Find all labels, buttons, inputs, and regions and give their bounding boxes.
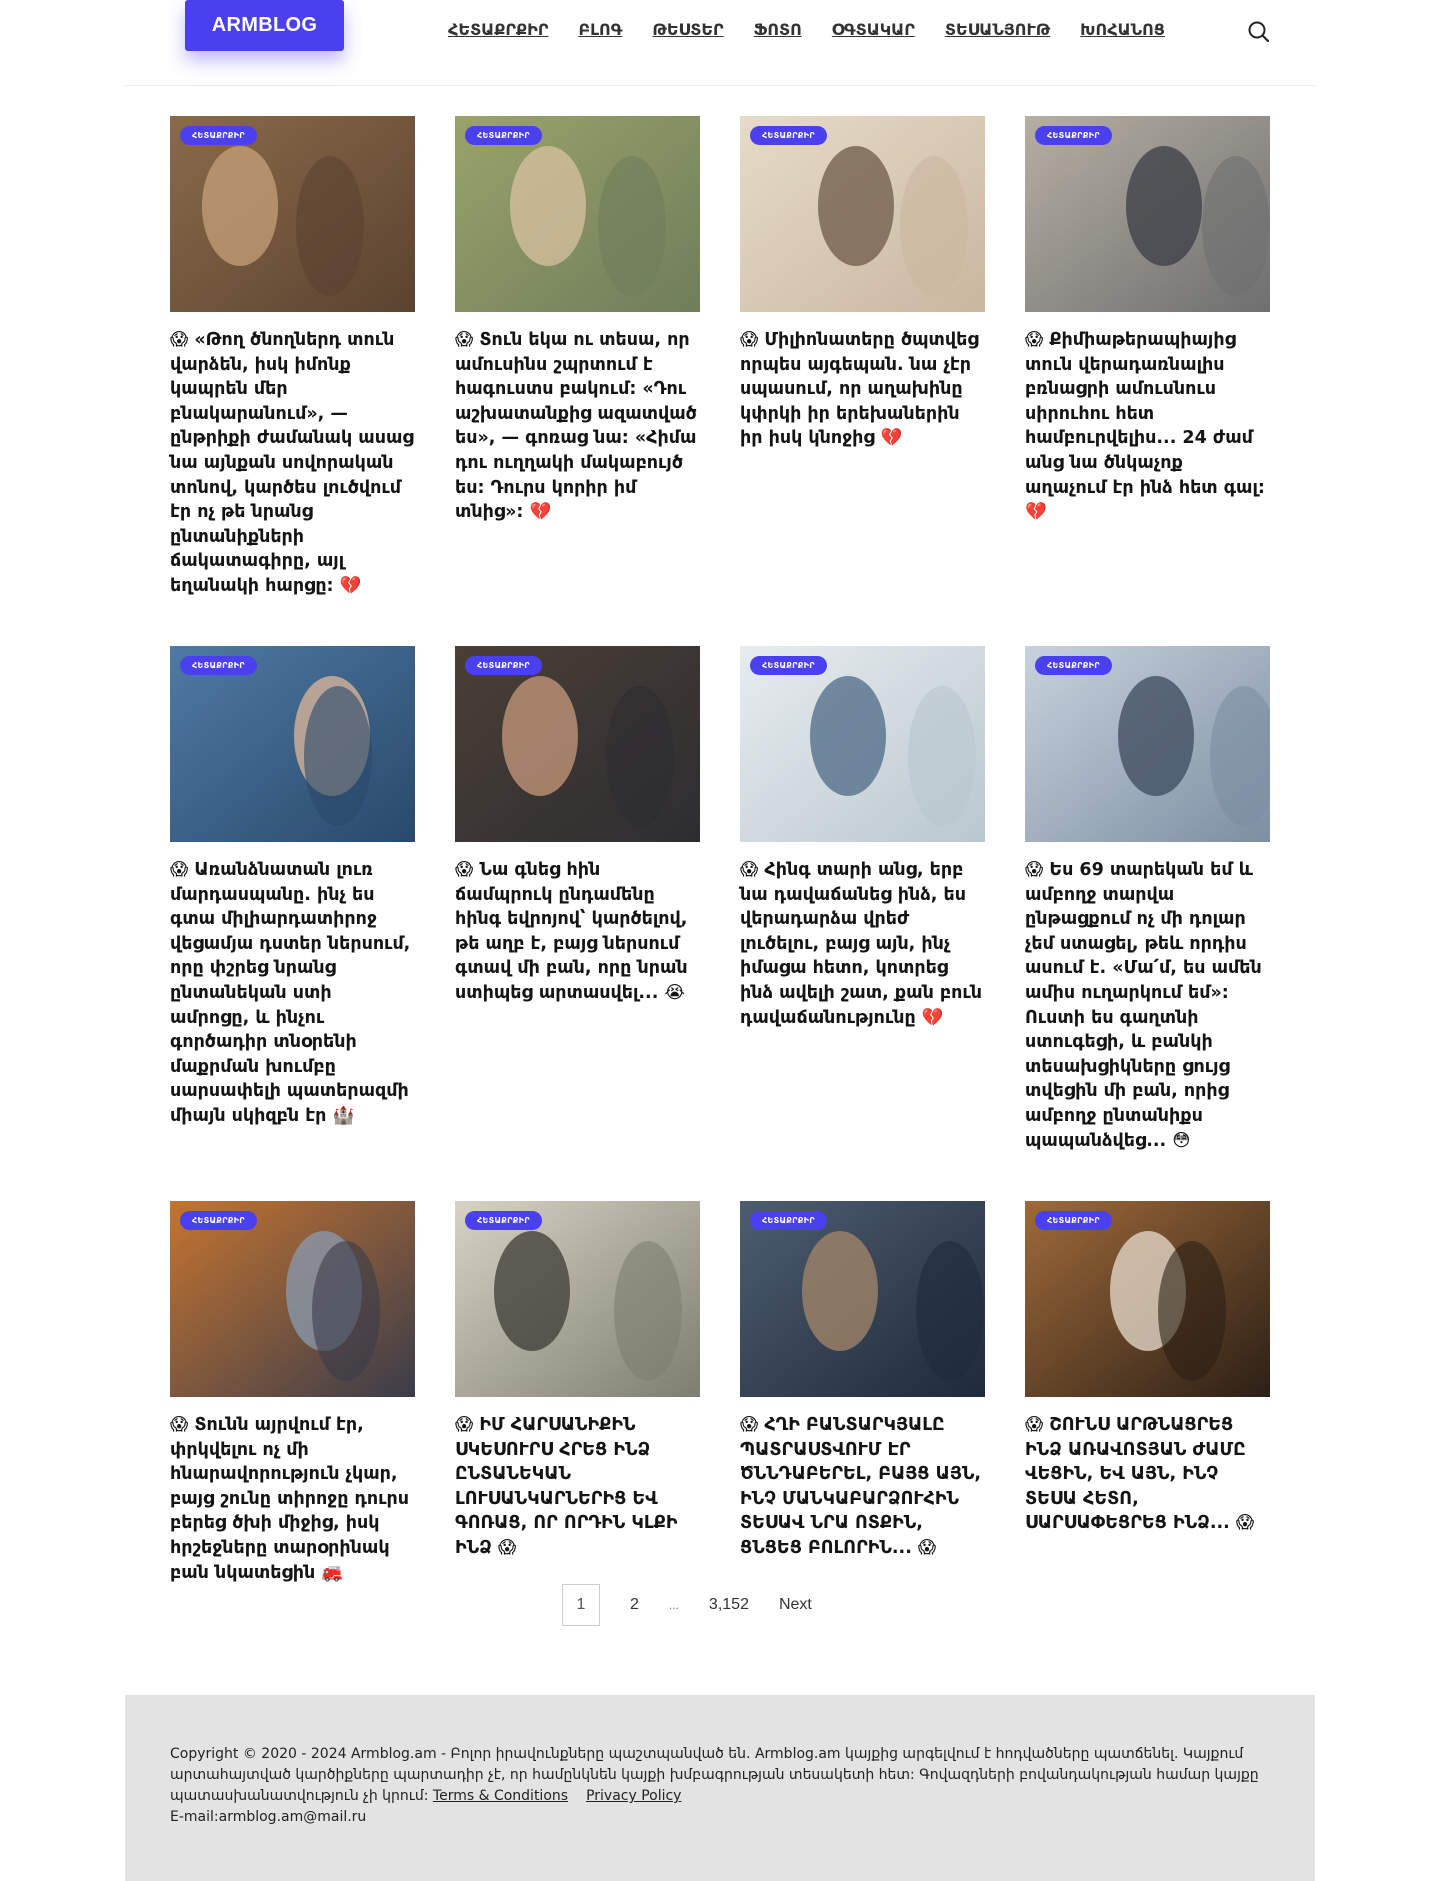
post-thumbnail[interactable] <box>740 646 985 842</box>
post-thumbnail[interactable] <box>170 116 415 312</box>
post-card[interactable] <box>1025 1201 1270 1536</box>
post-title[interactable]: 😱 ՇՈՒՆՍ ԱՐԹՆԱՑՐԵՑ ԻՆՁ ԱՌԱՎՈՏՅԱՆ ԺԱՄԸ ՎԵՑԻՆ, ԵՎ ԱՅՆ, ԻՆՉ ՏԵՍԱ ՀԵՏՈ, ՍԱՐՍԱՓԵՑՐԵՑ ԻՆՁ... 😱 <box>1025 1415 1255 1534</box>
post-thumbnail[interactable] <box>455 1201 700 1397</box>
site-footer <box>125 1695 1315 1881</box>
post-thumbnail[interactable] <box>170 646 415 842</box>
post-card[interactable] <box>1025 116 1270 525</box>
post-card[interactable] <box>455 116 700 525</box>
post-card[interactable] <box>455 1201 700 1561</box>
post-title[interactable]: 😱 Հինգ տարի անց, երբ նա դավաճանեց ինձ, ես վերադարձա վրեժ լուծելու, բայց այն, ինչ իմացա հետո, կոտրեց ինձ ավելի շատ, քան բուն դավաճանությունը 💔 <box>740 860 983 1028</box>
post-card[interactable] <box>740 1201 985 1561</box>
nav-item-kitchen[interactable]: ԽՈՀԱՆՈՑ <box>1080 20 1165 39</box>
page-link-2[interactable]: 2 <box>630 1596 639 1613</box>
page-current: 1 <box>562 1584 600 1626</box>
post-title[interactable]: 😱 Ես 69 տարեկան եմ և ամբողջ տարվա ընթացքում ոչ մի դոլար չեմ ստացել, թեև որդիս ասում է. «Մա՛մ, ես ամեն ամիս ուղարկում եմ»: Ուստի ես գաղտնի ստուգեցի, և բանկի տեսախցիկները ցույց տվեցին մի բան, որից ամբողջ ընտանիքս պապանձվեց... 😳 <box>1025 860 1262 1151</box>
post-title[interactable]: 😱 ԻՄ ՀԱՐՍԱՆԻՔԻՆ ՍԿԵՍՈՒՐՍ ՀՐԵՑ ԻՆՁ ԸՆՏԱՆԵԿԱՆ ԼՈՒՍԱՆԿԱՐՆԵՐԻՑ ԵՎ ԳՈՌԱՑ, ՈՐ ՈՐԴԻՆ ԿԼՔԻ ԻՆՁ 😱 <box>455 1415 678 1558</box>
post-title[interactable]: 😱 Միլիոնատերը ծպտվեց որպես այգեպան. նա չէր սպասում, որ աղախինը կփրկի իր երեխաներին իր իսկ կնոջից 💔 <box>740 330 979 449</box>
post-title[interactable]: 😱 Առանձնատան լուռ մարդասպանը. ինչ ես գտա միլիարդատիրոջ վեցամյա դստեր ներսում, որը փշրեց նրանց ընտանեկան ստի ամրոցը, և ինչու գործադիր տնօրենի մաքրման խումբը սարսափելի պատերազմի միայն սկիզբն էր 🏰 <box>170 860 411 1126</box>
category-badge[interactable]: ՀԵՏԱՔՐՔԻՐ <box>465 126 542 145</box>
nav-item-photo[interactable]: ՖՈՏՈ <box>753 20 802 39</box>
site-logo[interactable]: ARMBLOG <box>185 0 344 51</box>
post-title[interactable]: 😱 Տունն այրվում էր, փրկվելու ոչ մի հնարավորություն չկար, բայց շունը տիրոջը դուրս բերեց ծխի միջից, իսկ հրշեջները տարօրինակ բան նկատեցին 🚒 <box>170 1415 410 1583</box>
post-title[interactable]: 😱 ՀՂԻ ԲԱՆՏԱՐԿՅԱԼԸ ՊԱՏՐԱՍՏՎՈՒՄ ԷՐ ԾՆՆԴԱԲԵՐԵԼ, ԲԱՅՑ ԱՅՆ, ԻՆՉ ՄԱՆԿԱԲԱՐՁՈՒՀԻՆ ՏԵՍԱՎ ՆՐԱ ՈՏՔԻՆ, ՑՆՑԵՑ ԲՈԼՈՐԻՆ... 😱 <box>740 1415 982 1558</box>
post-card[interactable] <box>170 1201 415 1585</box>
post-card[interactable] <box>740 646 985 1030</box>
post-title[interactable]: 😱 Նա գնեց հին ճամպրուկ ընդամենը հինգ եվրոյով՝ կարծելով, թե աղբ է, բայց ներսում գտավ մի բան, որը նրան ստիպեց արտասվել... 😭 <box>455 860 688 1003</box>
category-badge[interactable]: ՀԵՏԱՔՐՔԻՐ <box>180 1211 257 1230</box>
category-badge[interactable]: ՀԵՏԱՔՐՔԻՐ <box>465 1211 542 1230</box>
nav-item-useful[interactable]: ՕԳՏԱԿԱՐ <box>831 20 915 39</box>
post-thumbnail[interactable] <box>455 116 700 312</box>
nav-item-blog[interactable]: ԲԼՈԳ <box>578 20 623 39</box>
category-badge[interactable]: ՀԵՏԱՔՐՔԻՐ <box>750 656 827 675</box>
category-badge[interactable]: ՀԵՏԱՔՐՔԻՐ <box>750 1211 827 1230</box>
page-link-last[interactable]: 3,152 <box>708 1596 749 1613</box>
category-badge[interactable]: ՀԵՏԱՔՐՔԻՐ <box>1035 1211 1112 1230</box>
category-badge[interactable]: ՀԵՏԱՔՐՔԻՐ <box>1035 126 1112 145</box>
post-thumbnail[interactable] <box>1025 646 1270 842</box>
category-badge[interactable]: ՀԵՏԱՔՐՔԻՐ <box>1035 656 1112 675</box>
privacy-link[interactable]: Privacy Policy <box>586 1788 682 1804</box>
category-badge[interactable]: ՀԵՏԱՔՐՔԻՐ <box>465 656 542 675</box>
footer-email: E-mail:armblog.am@mail.ru <box>170 1809 367 1825</box>
post-card[interactable] <box>740 116 985 451</box>
post-thumbnail[interactable] <box>1025 1201 1270 1397</box>
category-badge[interactable]: ՀԵՏԱՔՐՔԻՐ <box>180 656 257 675</box>
search-icon[interactable] <box>1247 20 1271 44</box>
post-card[interactable] <box>1025 646 1270 1153</box>
nav-item-curious[interactable]: ՀԵՏԱՔՐՔԻՐ <box>448 20 549 39</box>
post-card[interactable] <box>455 646 700 1006</box>
post-card[interactable] <box>170 116 415 599</box>
post-thumbnail[interactable] <box>740 116 985 312</box>
post-thumbnail[interactable] <box>170 1201 415 1397</box>
site-header <box>125 0 1315 86</box>
post-thumbnail[interactable] <box>455 646 700 842</box>
post-card[interactable] <box>170 646 415 1129</box>
post-title[interactable]: 😱 Տուն եկա ու տեսա, որ ամուսինս շպրտում է հագուստս բակում: «Դու աշխատանքից ազատված ես», — գոռաց նա: «Հիմա դու ուղղակի մակաբույծ ես: Դուրս կորիր իմ տնից»: 💔 <box>455 330 697 523</box>
next-page-link[interactable]: Next <box>778 1596 812 1613</box>
nav-item-tests[interactable]: ԹԵՍՏԵՐ <box>652 20 724 39</box>
footer-text-block <box>170 1744 1280 1828</box>
terms-link[interactable]: Terms & Conditions <box>432 1788 569 1804</box>
main-nav <box>448 20 1195 39</box>
page-dots: ... <box>668 1598 679 1612</box>
post-thumbnail[interactable] <box>1025 116 1270 312</box>
category-badge[interactable]: ՀԵՏԱՔՐՔԻՐ <box>180 126 257 145</box>
nav-item-video[interactable]: ՏԵՍԱՆՅՈՒԹ <box>944 20 1051 39</box>
post-title[interactable]: 😱 Քիմիաթերապիայից տուն վերադառնալիս բռնացրի ամուսնուս սիրուհու հետ համբուրվելիս... 24 ժամ անց նա ծնկաչոք աղաչում էր ինձ հետ գալ: 💔 <box>1025 330 1265 523</box>
post-title[interactable]: 😱 «Թող ծնողներդ տուն վարձեն, իսկ իմոնք կապրեն մեր բնակարանում», — ընթրիքի ժամանակ ասաց նա այնքան սովորական տոնով, կարծես լուծվում էր ոչ թե նրանց ընտանիքների ճակատագիրը, այլ եղանակի հարցը: 💔 <box>170 330 414 596</box>
category-badge[interactable]: ՀԵՏԱՔՐՔԻՐ <box>750 126 827 145</box>
copyright-text: Copyright © 2020 - 2024 Armblog.am - Բոլոր իրավունքները պաշտպանված են. Armblog.am կայքից արգելվում է հոդվածները պատճենել. Կայքում արտահայտված կարծիքները պարտադիր չէ, որ համընկնեն կայքի խմբագրության տեսակետի հետ: Գովազդների բովանդակության համար կայքը պատասխանատվություն չի կրում: <box>170 1746 1259 1804</box>
pagination <box>562 1584 842 1626</box>
post-thumbnail[interactable] <box>740 1201 985 1397</box>
